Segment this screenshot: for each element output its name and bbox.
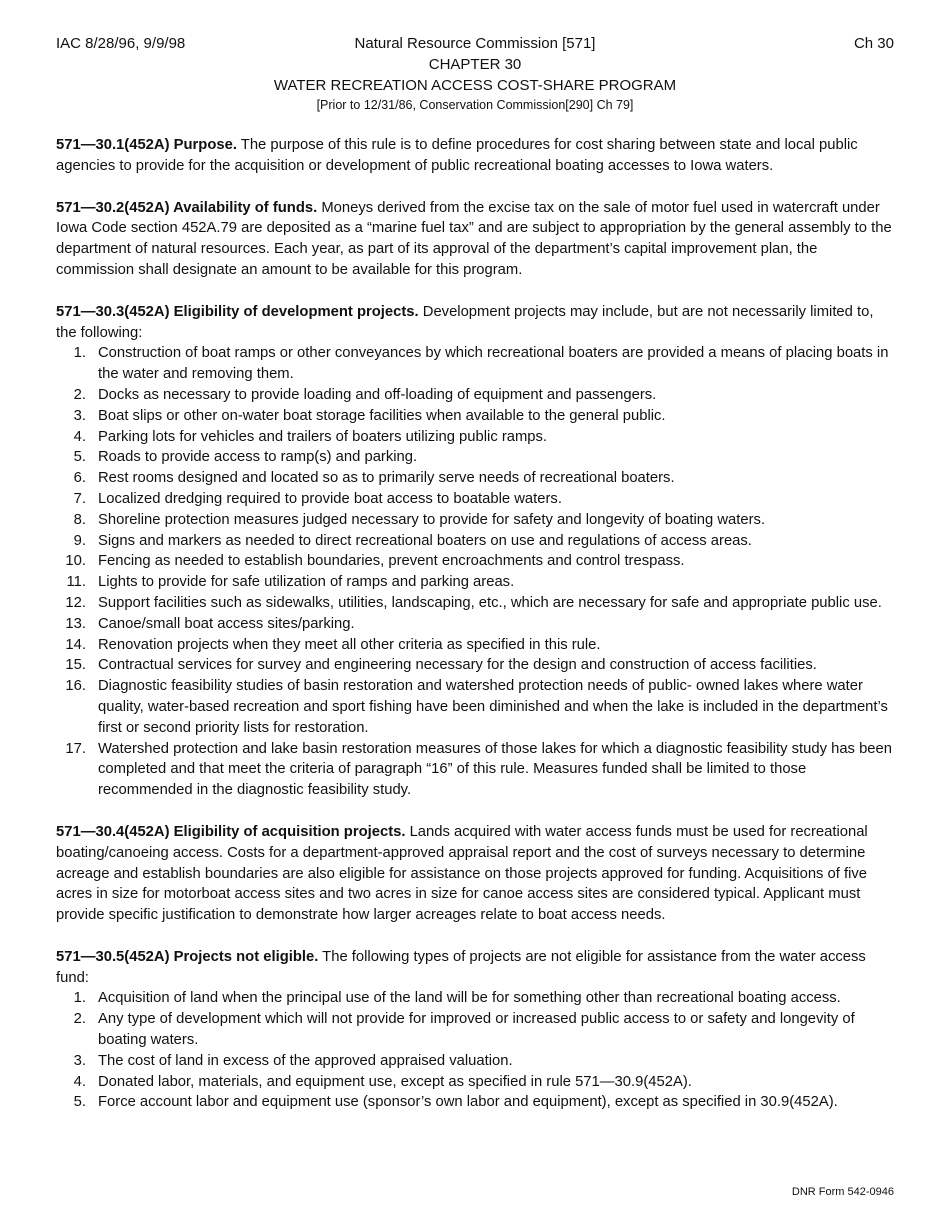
header-right: Ch 30 (853, 35, 894, 52)
header-center: Natural Resource Commission [571] (354, 35, 596, 52)
list-item-number: 2. (73, 1011, 86, 1028)
list-item-number: 17. (65, 740, 86, 757)
list-item-number: 13. (65, 615, 86, 632)
list-item-number: 3. (73, 1052, 86, 1069)
list-item (56, 572, 894, 593)
list-item-number: 5. (73, 449, 86, 466)
list-item-text: Roads to provide access to ramp(s) and parking. (98, 449, 418, 466)
list-item (56, 635, 894, 656)
section-heading: 571—30.4(452A) Eligibility of acquisition projects. (56, 823, 406, 840)
document-page (56, 34, 894, 1113)
ineligible-project-list (56, 988, 894, 1113)
list-item (56, 385, 894, 406)
list-item (56, 614, 894, 635)
section-heading: 571—30.2(452A) Availability of funds. (56, 199, 318, 216)
list-item-number: 11. (66, 574, 86, 591)
chapter-title: WATER RECREATION ACCESS COST-SHARE PROGRAM (273, 77, 677, 94)
section-not-eligible (56, 947, 894, 1113)
chapter-history-note: [Prior to 12/31/86, Conservation Commission[290] Ch 79] (316, 98, 634, 112)
list-item (56, 489, 894, 510)
list-item-number: 7. (73, 490, 86, 507)
list-item-text: The cost of land in excess of the approved appraised valuation. (98, 1052, 513, 1069)
list-item-number: 8. (73, 511, 86, 528)
list-item (56, 655, 894, 676)
section-development-eligibility (56, 302, 894, 801)
list-item (56, 1009, 894, 1051)
list-item-text: Canoe/small boat access sites/parking. (98, 615, 355, 632)
list-item-text: Force account labor and equipment use (sponsor’s own labor and equipment), except as specified in 30.9(452A). (98, 1094, 838, 1111)
list-item-number: 14. (65, 636, 86, 653)
list-item (56, 343, 894, 385)
list-item-text: Watershed protection and lake basin restoration measures of those lakes for which a diagnostic feasibility study has been completed and that meet the criteria of paragraph “16” of this rule. Measures funded shall be limited to those recommended in the diagnostic feasibility study. (98, 740, 892, 799)
list-item-number: 3. (73, 407, 86, 424)
section-text: Development projects may include, but are not necessarily limited to, the following: (56, 303, 874, 341)
list-item-text: Docks as necessary to provide loading and off-loading of equipment and passengers. (98, 386, 657, 403)
list-item (56, 406, 894, 427)
list-item-text: Fencing as needed to establish boundaries, prevent encroachments and control trespass. (98, 553, 685, 570)
list-item-text: Support facilities such as sidewalks, utilities, landscaping, etc., which are necessary for safe and appropriate public use. (98, 594, 882, 611)
list-item-number: 10. (65, 553, 86, 570)
section-acquisition-eligibility (56, 822, 894, 926)
list-item-text: Lights to provide for safe utilization of ramps and parking areas. (98, 574, 515, 591)
list-item-number: 4. (73, 428, 86, 445)
section-text: Lands acquired with water access funds must be used for recreational boating/canoeing access. Costs for a department-approved appraisal report and the cost of surveys necessary to determine acreage and establish boundaries are also eligible for assistance on those projects approved for funding. Acquisitions of five acres in size for motorboat access sites and two acres in size for canoe access sites are considered typical. Applicant must provide specific justification to demonstrate how larger acreages relate to boat access needs. (56, 823, 868, 924)
list-item-number: 15. (65, 657, 86, 674)
header-left: IAC 8/28/96, 9/9/98 (56, 35, 186, 52)
list-item (56, 1051, 894, 1072)
list-item-text: Localized dredging required to provide boat access to boatable waters. (98, 490, 562, 507)
list-item (56, 676, 894, 738)
list-item-number: 1. (73, 345, 86, 362)
list-item (56, 593, 894, 614)
list-item (56, 739, 894, 801)
running-header (56, 34, 894, 54)
list-item-text: Construction of boat ramps or other conveyances by which recreational boaters are provided a means of placing boats in the water and removing them. (98, 345, 889, 383)
section-text: The purpose of this rule is to define procedures for cost sharing between state and local public agencies to provide for the acquisition or development of public recreational boating accesses to Iowa waters. (56, 137, 858, 174)
list-item (56, 1092, 894, 1113)
list-item-text: Parking lots for vehicles and trailers of boaters utilizing public ramps. (98, 428, 548, 445)
list-item-number: 16. (65, 678, 86, 695)
list-item (56, 551, 894, 572)
list-item-text: Contractual services for survey and engineering necessary for the design and construction of access facilities. (98, 657, 817, 674)
list-item (56, 427, 894, 448)
section-heading: 571—30.1(452A) Purpose. (56, 137, 237, 153)
section-text: Moneys derived from the excise tax on the sale of motor fuel used in watercraft under Iowa Code section 452A.79 are deposited as a “marine fuel tax” and are subject to appropriation by the general assembly to the department of natural resources. Each year, as part of its approval of the department’s capital improvement plan, the commission shall designate an amount to be available for this program. (56, 199, 892, 278)
list-item (56, 988, 894, 1009)
section-availability (56, 198, 894, 281)
list-item-number: 5. (73, 1094, 86, 1111)
section-heading: 571—30.3(452A) Eligibility of development projects. (56, 303, 419, 320)
section-text: The following types of projects are not eligible for assistance from the water access fund: (56, 948, 866, 986)
section-heading: 571—30.5(452A) Projects not eligible. (56, 948, 319, 965)
list-item-text: Signs and markers as needed to direct recreational boaters on use and regulations of access areas. (98, 532, 752, 549)
development-project-list (56, 343, 894, 801)
list-item (56, 1072, 894, 1093)
list-item-text: Any type of development which will not provide for improved or increased public access to or safety and longevity of boating waters. (98, 1011, 855, 1049)
list-item-text: Renovation projects when they meet all other criteria as specified in this rule. (98, 636, 601, 653)
chapter-number: CHAPTER 30 (428, 56, 522, 73)
list-item-number: 6. (73, 470, 86, 487)
list-item-number: 4. (73, 1073, 86, 1090)
list-item (56, 447, 894, 468)
list-item-text: Donated labor, materials, and equipment use, except as specified in rule 571—30.9(452A). (98, 1073, 692, 1090)
list-item-text: Shoreline protection measures judged necessary to provide for safety and longevity of boating waters. (98, 511, 766, 528)
list-item-text: Boat slips or other on-water boat storage facilities when available to the general public. (98, 407, 666, 424)
list-item-text: Acquisition of land when the principal use of the land will be for something other than recreational boating access. (98, 990, 841, 1007)
list-item-text: Diagnostic feasibility studies of basin restoration and watershed protection needs of public- owned lakes where water quality, water-based recreation and sport fishing have been diminished and when the lake is included in the department’s first or second priority lists for restoration. (98, 678, 888, 736)
list-item (56, 510, 894, 531)
form-number: DNR Form 542-0946 (791, 1186, 894, 1198)
list-item (56, 468, 894, 489)
list-item-number: 1. (73, 990, 86, 1007)
list-item-number: 9. (73, 532, 86, 549)
list-item-number: 12. (65, 594, 86, 611)
section-purpose (56, 135, 894, 177)
list-item-number: 2. (73, 386, 86, 403)
list-item (56, 531, 894, 552)
list-item-text: Rest rooms designed and located so as to primarily serve needs of recreational boaters. (98, 470, 675, 487)
